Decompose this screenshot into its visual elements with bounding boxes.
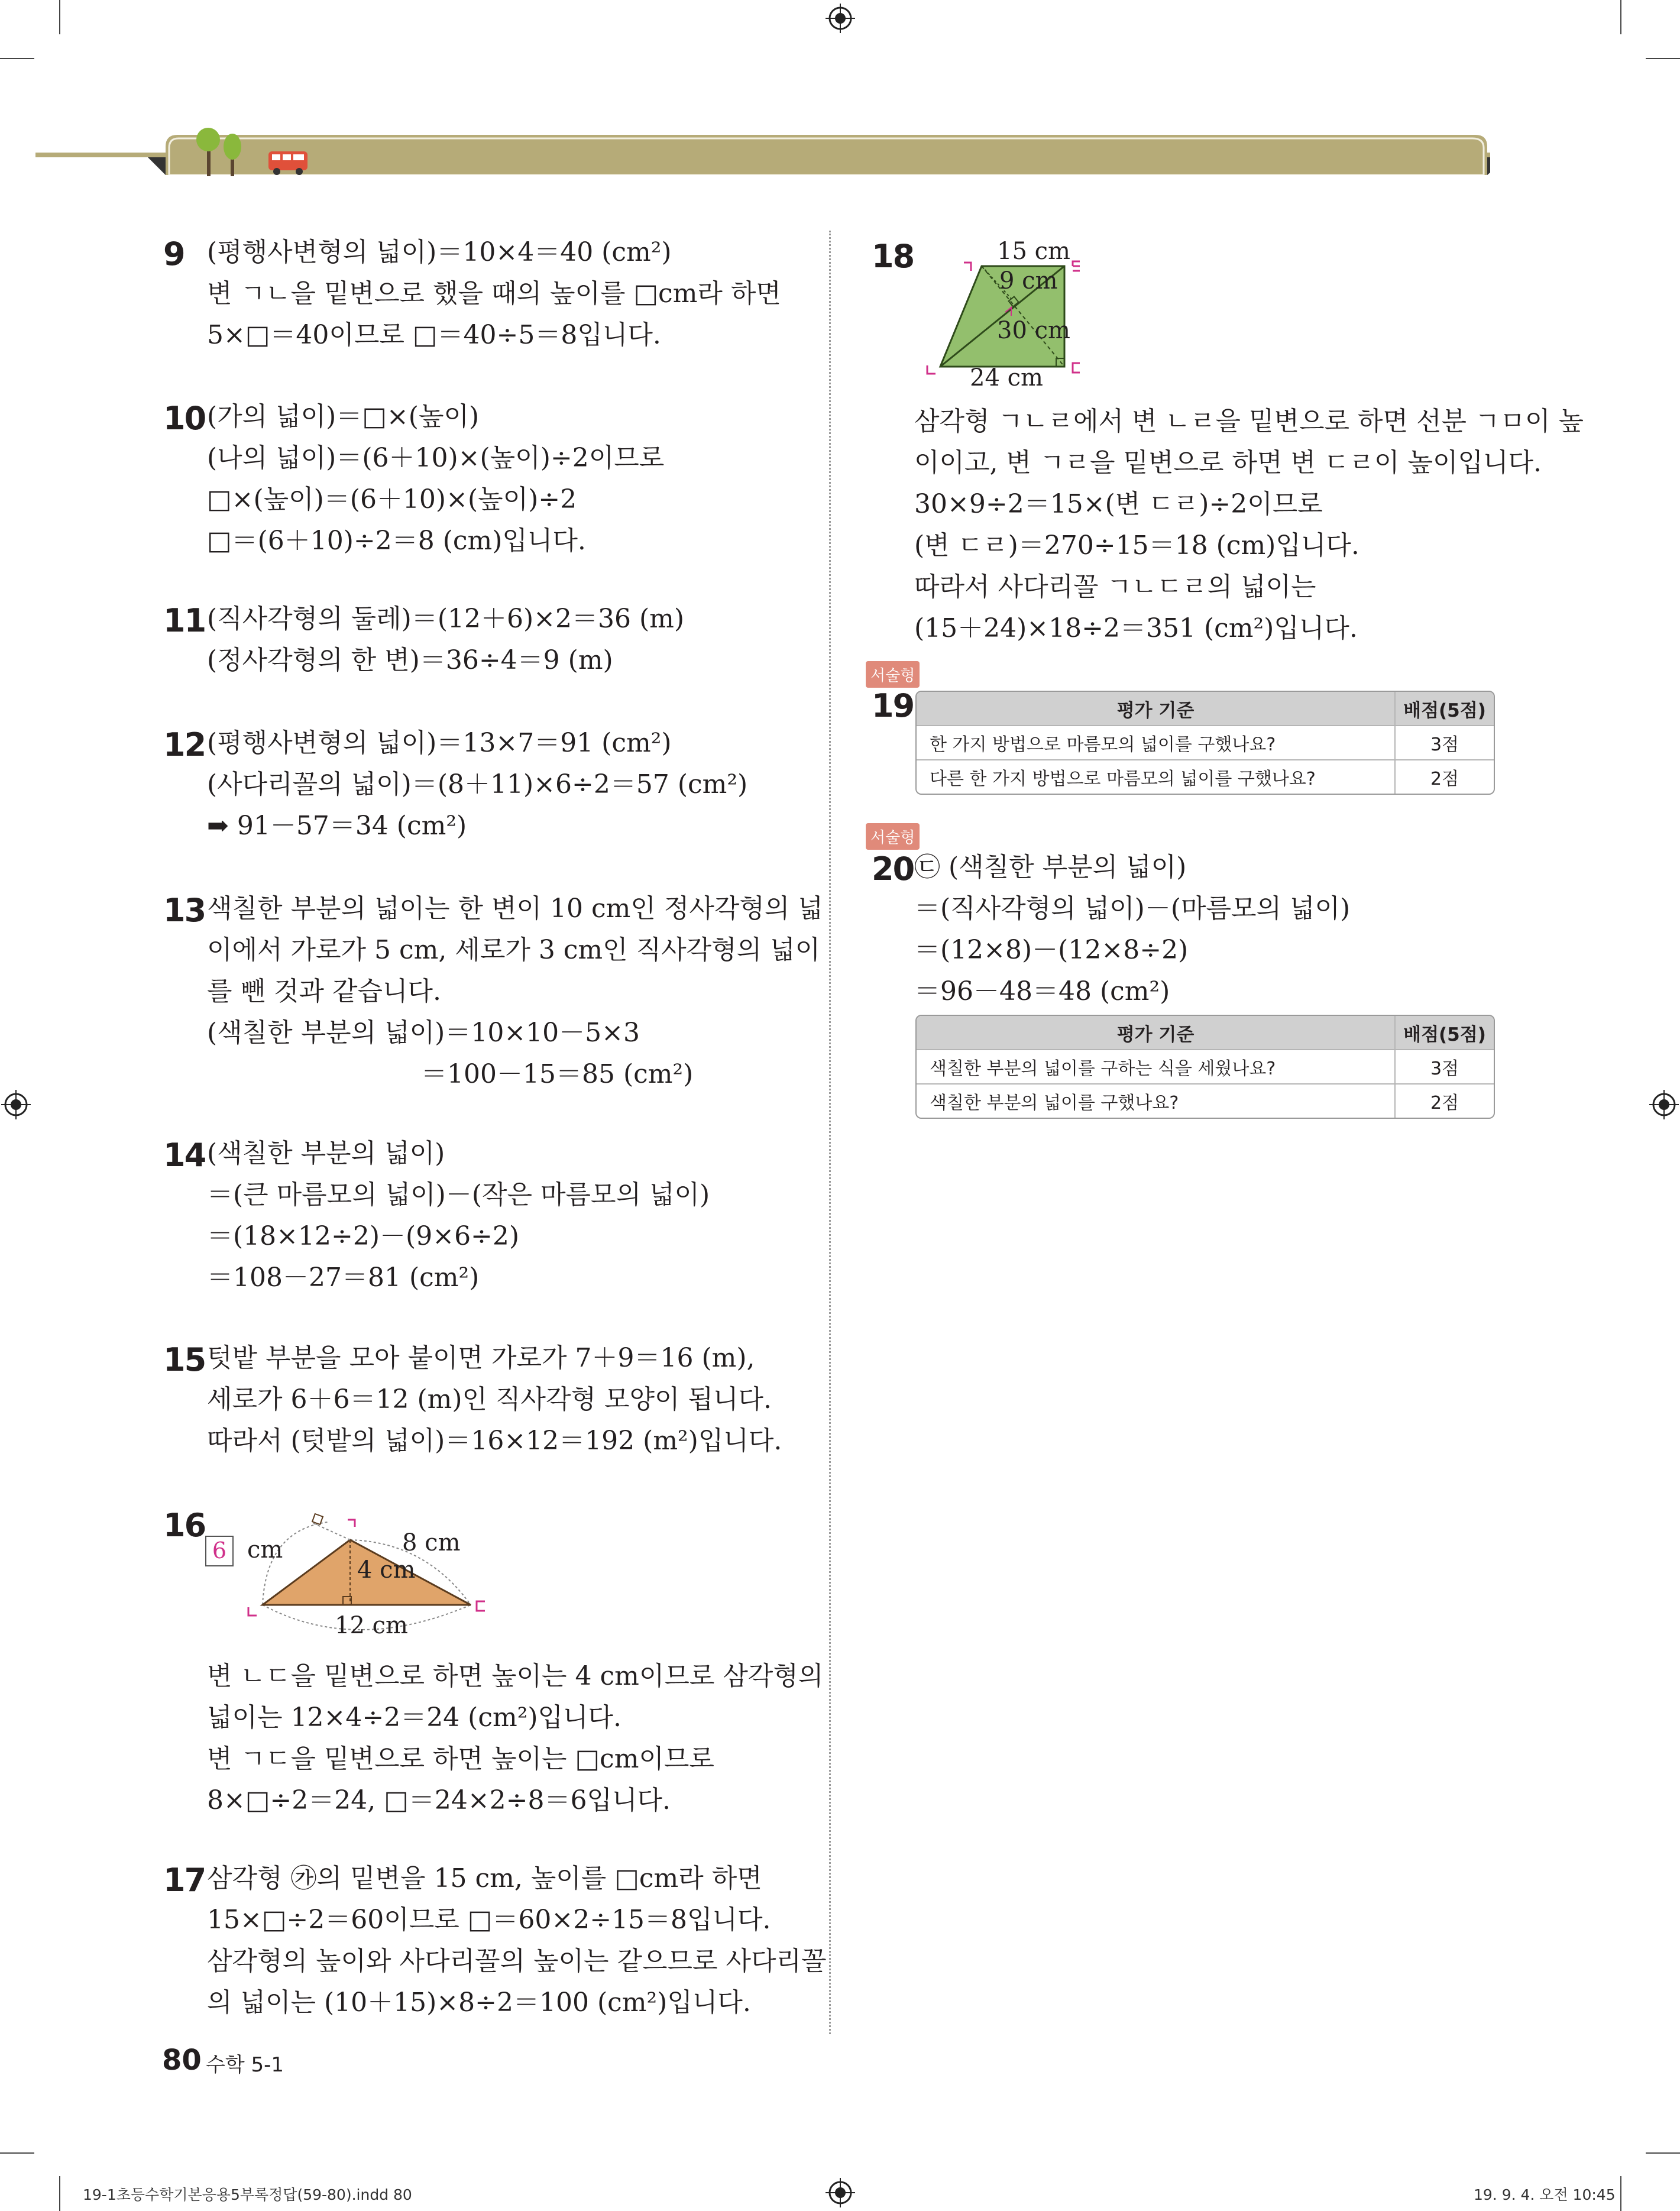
solution-line: ＝108－27＝81 (cm²) <box>207 1262 480 1293</box>
solution-line: 삼각형의 높이와 사다리꼴의 높이는 같으므로 사다리꼴 <box>207 1946 827 1976</box>
crop-mark <box>1620 2176 1621 2211</box>
rubric-table <box>915 691 1495 795</box>
rubric-score: 2점 <box>1394 1083 1494 1118</box>
solution-line: 변 ㄴㄷ을 밑변으로 하면 높이는 4 cm이므로 삼각형의 <box>207 1661 824 1691</box>
solution-line: 세로가 6＋6＝12 (m)인 직사각형 모양이 됩니다. <box>207 1384 772 1414</box>
figure-label: 4 cm <box>357 1556 416 1584</box>
crop-mark <box>0 58 34 59</box>
crop-mark <box>1646 2152 1680 2154</box>
solution-line: (사다리꼴의 넓이)＝(8＋11)×6÷2＝57 (cm²) <box>207 769 748 799</box>
figure-label: 24 cm <box>970 364 1043 391</box>
descriptive-tag: 서술형 <box>866 661 920 688</box>
solution-line: 텃밭 부분을 모아 붙이면 가로가 7＋9＝16 (m), <box>207 1343 755 1373</box>
rubric-header: 평가 기준 <box>917 1016 1394 1049</box>
figure-label: 12 cm <box>335 1612 408 1639</box>
rubric-score: 3점 <box>1394 1049 1494 1083</box>
figure-label: 9 cm <box>999 267 1058 294</box>
registration-mark-icon <box>826 2178 855 2207</box>
figure-label: 8 cm <box>402 1529 461 1556</box>
problem-number: 17 <box>163 1862 206 1899</box>
rubric-score: 2점 <box>1394 759 1494 794</box>
solution-line: (평행사변형의 넓이)＝10×4＝40 (cm²) <box>207 237 672 267</box>
solution-line: 이에서 가로가 5 cm, 세로가 3 cm인 직사각형의 넓이 <box>207 935 821 965</box>
rubric-criterion: 색칠한 부분의 넓이를 구하는 식을 세웠나요? <box>917 1049 1394 1083</box>
crop-mark <box>0 2152 34 2154</box>
solution-line: 색칠한 부분의 넓이는 한 변이 10 cm인 정사각형의 넓 <box>207 894 823 924</box>
rubric-table <box>915 1015 1495 1119</box>
solution-line: (나의 넓이)＝(6＋10)×(높이)÷2이므로 <box>207 443 665 473</box>
solution-line: ＝100－15＝85 (cm²) <box>421 1059 694 1089</box>
rubric-criterion: 다른 한 가지 방법으로 마름모의 넓이를 구했나요? <box>917 759 1394 794</box>
solution-line: ＝(큰 마름모의 넓이)－(작은 마름모의 넓이) <box>207 1180 710 1210</box>
solution-line: ＝96－48＝48 (cm²) <box>914 976 1170 1006</box>
figure-label: 15 cm <box>997 238 1070 265</box>
problem-number: 10 <box>163 400 206 437</box>
solution-line: 30×9÷2＝15×(변 ㄷㄹ)÷2이므로 <box>914 489 1323 519</box>
problem-number: 18 <box>872 238 914 275</box>
solution-line: 5×□＝40이므로 □＝40÷5＝8입니다. <box>207 320 661 350</box>
solution-line: 삼각형 ㄱㄴㄹ에서 변 ㄴㄹ을 밑변으로 하면 선분 ㄱㅁ이 높 <box>914 406 1584 436</box>
problem-number: 16 <box>163 1507 206 1544</box>
rubric-criterion: 한 가지 방법으로 마름모의 넓이를 구했나요? <box>917 725 1394 759</box>
solution-line: ㉢ (색칠한 부분의 넓이) <box>914 852 1187 882</box>
solution-line: (정사각형의 한 변)＝36÷4＝9 (m) <box>207 645 613 675</box>
rubric-header: 평가 기준 <box>917 692 1394 725</box>
page-number: 80 <box>162 2044 202 2077</box>
rubric-score: 3점 <box>1394 725 1494 759</box>
solution-line: (직사각형의 둘레)＝(12＋6)×2＝36 (m) <box>207 604 685 634</box>
solution-line: 따라서 (텃밭의 넓이)＝16×12＝192 (m²)입니다. <box>207 1426 782 1456</box>
solution-line: □＝(6＋10)÷2＝8 (cm)입니다. <box>207 526 586 556</box>
solution-line: 넓이는 12×4÷2＝24 (cm²)입니다. <box>207 1702 622 1733</box>
solution-line: ➡ 91－57＝34 (cm²) <box>207 811 467 841</box>
solution-line: ＝(18×12÷2)－(9×6÷2) <box>207 1221 520 1251</box>
solution-line: □×(높이)＝(6＋10)×(높이)÷2 <box>207 484 577 514</box>
problem-number: 20 <box>872 850 914 888</box>
problem-number: 9 <box>163 235 184 273</box>
solution-line: ＝(직사각형의 넓이)－(마름모의 넓이) <box>914 894 1351 924</box>
solution-line: (평행사변형의 넓이)＝13×7＝91 (cm²) <box>207 728 672 758</box>
column-divider <box>829 231 831 2034</box>
problem-number: 15 <box>163 1341 206 1378</box>
problem-number: 12 <box>163 726 206 763</box>
bus-icon <box>267 149 310 176</box>
solution-line: 이이고, 변 ㄱㄹ을 밑변으로 하면 변 ㄷㄹ이 높이입니다. <box>914 448 1542 478</box>
solution-line: 의 넓이는 (10＋15)×8÷2＝100 (cm²)입니다. <box>207 1987 751 2018</box>
solution-line: (색칠한 부분의 넓이)＝10×10－5×3 <box>207 1018 640 1048</box>
crop-mark <box>1620 0 1621 34</box>
solution-line: (변 ㄷㄹ)＝270÷15＝18 (cm)입니다. <box>914 530 1359 561</box>
figure-label: cm <box>247 1536 283 1563</box>
problem-number: 19 <box>872 687 914 724</box>
footer-filename: 19-1초등수학기본응용5부록정답(59-80).indd 80 <box>83 2186 412 2203</box>
problem-number: 11 <box>163 602 206 639</box>
solution-line: 삼각형 ㉮의 밑변을 15 cm, 높이를 □cm라 하면 <box>207 1863 762 1893</box>
solution-line: 변 ㄱㄴ을 밑변으로 했을 때의 높이를 □cm라 하면 <box>207 279 781 309</box>
solution-line: (15＋24)×18÷2＝351 (cm²)입니다. <box>914 613 1358 643</box>
solution-line: ＝(12×8)－(12×8÷2) <box>914 935 1189 965</box>
registration-mark-icon <box>1649 1090 1679 1119</box>
crop-mark <box>59 2176 60 2211</box>
page-subject: 수학 5-1 <box>206 2053 284 2077</box>
solution-line: (색칠한 부분의 넓이) <box>207 1138 445 1168</box>
registration-mark-icon <box>826 4 855 33</box>
rubric-header: 배점(5점) <box>1394 692 1494 725</box>
solution-line: (가의 넓이)＝□×(높이) <box>207 402 480 432</box>
problem-number: 13 <box>163 892 206 929</box>
solution-line: 변 ㄱㄷ을 밑변으로 하면 높이는 □cm이므로 <box>207 1744 714 1774</box>
crop-mark <box>1646 58 1680 59</box>
rubric-header: 배점(5점) <box>1394 1016 1494 1049</box>
tree-icon <box>195 127 254 177</box>
solution-line: 8×□÷2＝24, □＝24×2÷8＝6입니다. <box>207 1785 671 1815</box>
solution-line: 15×□÷2＝60이므로 □＝60×2÷15＝8입니다. <box>207 1905 771 1935</box>
rubric-criterion: 색칠한 부분의 넓이를 구했나요? <box>917 1083 1394 1118</box>
registration-mark-icon <box>1 1090 31 1119</box>
figure-label: 30 cm <box>997 317 1070 344</box>
footer-date: 19. 9. 4. 오전 10:45 <box>1474 2186 1616 2203</box>
answer-box-value: 6 <box>212 1537 227 1563</box>
descriptive-tag: 서술형 <box>866 823 920 850</box>
problem-number: 14 <box>163 1137 206 1174</box>
solution-line: 따라서 사다리꼴 ㄱㄴㄷㄹ의 넓이는 <box>914 572 1316 602</box>
solution-line: 를 뺀 것과 같습니다. <box>207 976 441 1006</box>
crop-mark <box>59 0 60 34</box>
